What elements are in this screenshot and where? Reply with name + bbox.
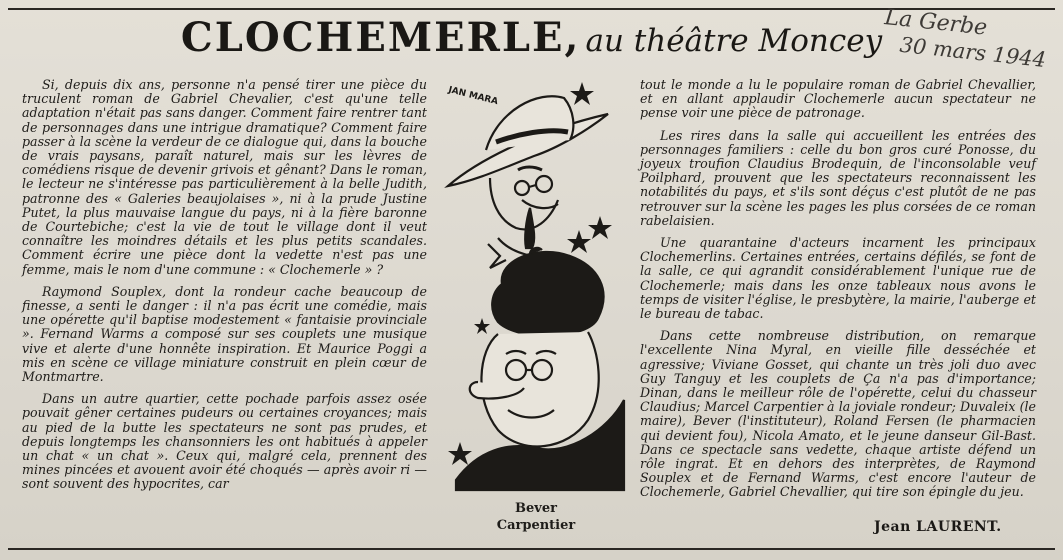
article-left-column xyxy=(22,78,427,492)
handwritten-publication: La Gerbe xyxy=(883,5,989,41)
headline-main: CLOCHEMERLE, xyxy=(180,14,581,61)
left-paragraph-3: Dans un autre quartier, cette pochade parfois assez osée pouvait gêner certaines pudeurs ou certaines croyances; mais au pied de la butte les spectateurs ne sont pas prudes, et depuis longtemps les chansonniers les ont habitués à appeler un chat « un chat ». Ceux qui, malgré cela, prennent des mines pincées et avouent avoir été choqués — après avoir ri — sont souvent des hypocrites, car xyxy=(22,391,427,492)
left-paragraph-1: Si, depuis dix ans, personne n'a pensé tirer une pièce du truculent roman de Gabriel Chevalier, c'est qu'une telle adaptation n'était pas sans danger. Comment faire rentrer tant de personnages dans une intrigue dramatique? Comment faire passer à la scène la verdeur de ce dialogue qui, dans la bouche de vrais paysans, paraît naturel, mais sur les lèvres de comédiens risque de devenir grivois et gênant? Dans le roman, le lecteur ne s'intéresse pas particulièrement à la belle Judith, patronne des « Galeries beaujolaises », ni à la prude Justine Putet, la plus mauvaise langue du pays, ni à la fière baronne de Courtebiche; c'est la vie de tout le village dont il veut connaître les moindres détails et les plus petits scandales. Comment écrire une pièce dont la vedette n'est pas une femme, mais le nom d'une commune : « Clochemerle » ? xyxy=(22,77,427,277)
bottom-rule xyxy=(8,548,1055,550)
caption-name-2: Carpentier xyxy=(496,518,576,533)
author-byline: Jean LAURENT. xyxy=(874,519,1002,535)
right-paragraph-1: tout le monde a lu le populaire roman de Gabriel Chevallier, et en allant applaudir Clochemerle aucun spectateur ne pense voir une pièce de patronage. xyxy=(640,77,1036,121)
left-paragraph-2: Raymond Souplex, dont la rondeur cache beaucoup de finesse, a senti le danger : il n'a pas écrit une comédie, mais une opérette qu'il baptise modestement « fantaisie provinciale ». Fernand Warms a composé sur ses couplets une musique vive et alerte d'une honnête inspiration. Et Maurice Poggi a mis en scène ce village miniature construit en plein cœur de Montmartre. xyxy=(22,283,427,385)
headline-subtitle: au théâtre Moncey xyxy=(585,23,883,59)
artist-signature: JAN MARA xyxy=(447,85,499,108)
caricature-carpentier xyxy=(456,248,624,490)
caricature-illustration xyxy=(438,70,634,498)
article-right-column xyxy=(640,78,1036,500)
caption-name-1: Bever xyxy=(515,501,557,516)
handwritten-date: 30 mars 1944 xyxy=(898,33,1048,73)
illustration-caption xyxy=(438,500,634,534)
right-paragraph-2: Les rires dans la salle qui accueillent les entrées des personnages familiers : celle du bon gros curé Ponosse, du joyeux troufion Claudius Brodequin, de l'inconsolable veuf Poilphard, prouvent que les spectateurs reconnaissent les notabilités du pays, et s'ils sont déçus c'est plutôt de ne pas retrouver sur la scène les pages les plus corsées de ce roman rabelaisien. xyxy=(640,127,1036,228)
right-paragraph-4: Dans cette nombreuse distribution, on remarque l'excellente Nina Myral, en vieille fille desséchée et agressive; Viviane Gosset, qui chante un très joli duo avec Guy Tanguy et les couplets de Ça n'a pas d'importance; Dinan, dans le meilleur rôle de l'opérette, celui du chasseur Claudius; Marcel Carpentier à la joviale rondeur; Duvaleix (le maire), Bever (l'instituteur), Roland Fersen (le pharmacien qui devient fou), Nicola Amato, et le jeune danseur Gil-Bast. Dans ce spectacle sans vedette, chaque artiste défend un rôle ingrat. Et en dehors des interprètes, de Raymond Souplex et de Fernand Warms, c'est encore l'auteur de Clochemerle, Gabriel Chevallier, qui tire son épingle du jeu. xyxy=(640,328,1036,500)
caricature-drawing xyxy=(438,70,634,498)
right-paragraph-3: Une quarantaine d'acteurs incarnent les principaux Clochemerlins. Certaines entrées, certains défilés, se font de la salle, ce qui agrandit considérablement l'unique rue de Clochemerle; mais dans les onze tableaux nous avons le temps de visiter l'église, le presbytère, la mairie, l'auberge et le bureau de tabac. xyxy=(640,235,1036,322)
